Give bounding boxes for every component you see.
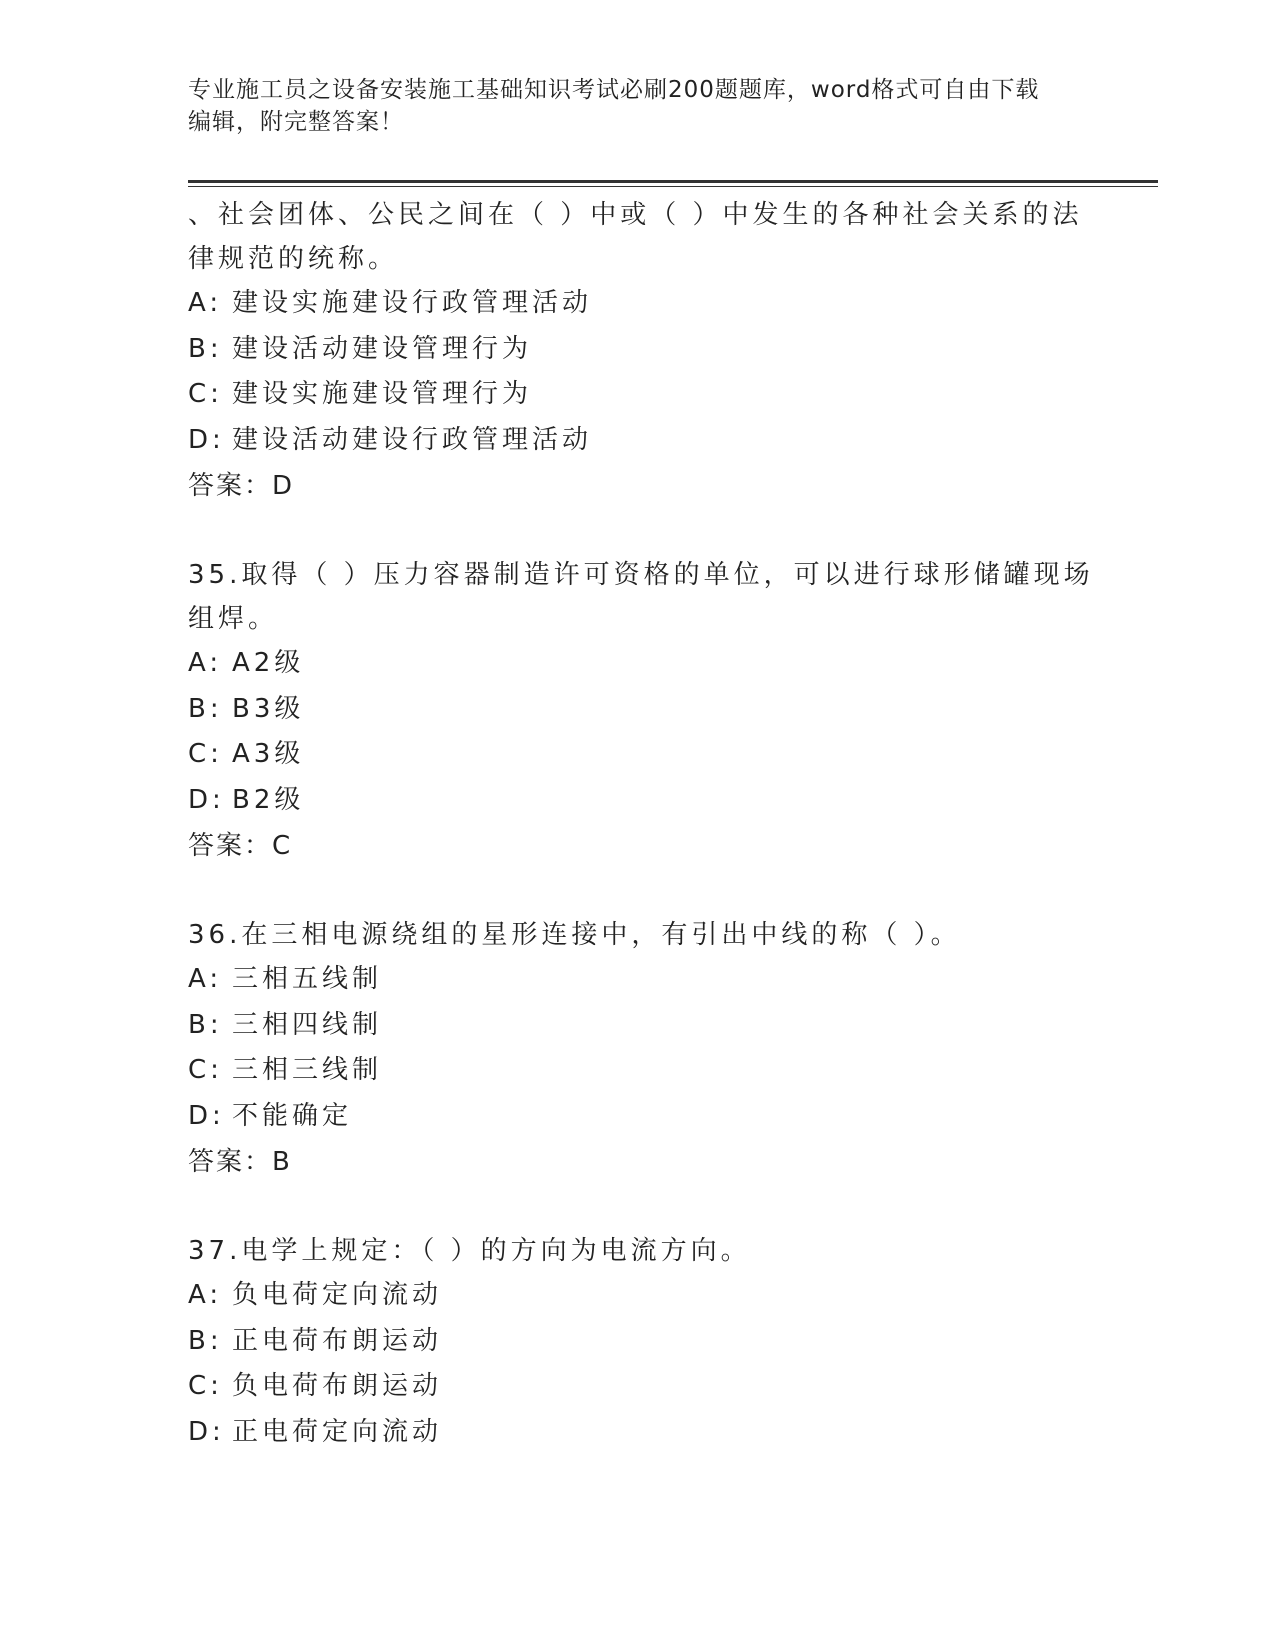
- option-b: [188, 327, 1088, 373]
- header-divider-thick: [188, 180, 1158, 183]
- answer-line: 答案：B: [188, 1147, 292, 1177]
- option-a: [188, 641, 1088, 687]
- option-key: B:: [188, 693, 223, 724]
- option-key: D:: [188, 424, 225, 455]
- question-stem-line: 35.取得（ ）压力容器制造许可资格的单位，可以进行球形储罐现场: [188, 560, 1094, 590]
- option-key: C:: [188, 1371, 223, 1401]
- option-key: B:: [188, 1325, 223, 1356]
- option-b: [188, 1003, 1088, 1049]
- header-line-1: 专业施工员之设备安装施工基础知识考试必刷200题题库，word格式可自由下载: [188, 77, 1040, 103]
- question-stem-line: 组焊。: [188, 604, 279, 634]
- option-text: 建设活动建设行政管理活动: [232, 424, 593, 455]
- question-list: [188, 193, 1094, 1455]
- option-key: B:: [188, 333, 223, 364]
- option-text: A2级: [232, 648, 305, 678]
- option-text: B2级: [232, 784, 305, 815]
- option-key: B:: [188, 1009, 223, 1040]
- question-stem-line: 37.电学上规定：（ ）的方向为电流方向。: [188, 1236, 751, 1266]
- option-d: [188, 1410, 1088, 1456]
- option-text: A3级: [232, 739, 305, 769]
- option-d: [188, 418, 1088, 464]
- option-key: C:: [188, 739, 223, 769]
- option-a: [188, 1273, 1088, 1319]
- question-stem-line: 律规范的统称。: [188, 244, 399, 274]
- option-key: C:: [188, 1055, 223, 1085]
- option-key: A:: [188, 964, 223, 994]
- option-key: A:: [188, 288, 223, 318]
- option-text: 建设活动建设管理行为: [232, 333, 533, 364]
- option-key: C:: [188, 379, 223, 409]
- header-divider-thin: [188, 186, 1158, 187]
- answer-line: 答案：C: [188, 831, 293, 861]
- option-text: 正电荷布朗运动: [232, 1325, 443, 1356]
- option-text: 负电荷布朗运动: [232, 1371, 443, 1401]
- option-d: [188, 778, 1088, 824]
- question-block: [188, 193, 1088, 553]
- option-d: [188, 1094, 1088, 1140]
- header-line-2: 编辑，附完整答案！: [188, 109, 404, 135]
- document-header: [188, 74, 1088, 138]
- question-spacer: [188, 869, 1088, 913]
- option-b: [188, 687, 1088, 733]
- option-text: 正电荷定向流动: [232, 1416, 443, 1447]
- option-a: [188, 957, 1088, 1003]
- option-c: [188, 732, 1088, 778]
- option-text: 三相五线制: [232, 964, 383, 994]
- question-block: [188, 913, 1088, 1229]
- option-text: 建设实施建设管理行为: [232, 379, 533, 409]
- option-key: A:: [188, 1280, 223, 1310]
- option-c: [188, 1048, 1088, 1094]
- option-text: 不能确定: [232, 1100, 353, 1131]
- option-text: 三相三线制: [232, 1055, 383, 1085]
- option-a: [188, 281, 1088, 327]
- question-block: [188, 1229, 1088, 1455]
- option-b: [188, 1319, 1088, 1365]
- option-key: A:: [188, 648, 223, 678]
- option-key: D:: [188, 1416, 225, 1447]
- question-stem-line: 36.在三相电源绕组的星形连接中，有引出中线的称（ ）。: [188, 920, 961, 950]
- option-text: 建设实施建设行政管理活动: [232, 288, 593, 318]
- option-c: [188, 372, 1088, 418]
- option-key: D:: [188, 784, 225, 815]
- answer-line: 答案：D: [188, 471, 295, 501]
- option-text: B3级: [232, 693, 305, 724]
- option-text: 三相四线制: [232, 1009, 383, 1040]
- question-spacer: [188, 1185, 1088, 1229]
- option-key: D:: [188, 1100, 225, 1131]
- option-c: [188, 1364, 1088, 1410]
- option-text: 负电荷定向流动: [232, 1280, 443, 1310]
- question-stem-line: 、社会团体、公民之间在（ ）中或（ ）中发生的各种社会关系的法: [188, 200, 1083, 230]
- question-spacer: [188, 509, 1088, 553]
- question-block: [188, 553, 1094, 913]
